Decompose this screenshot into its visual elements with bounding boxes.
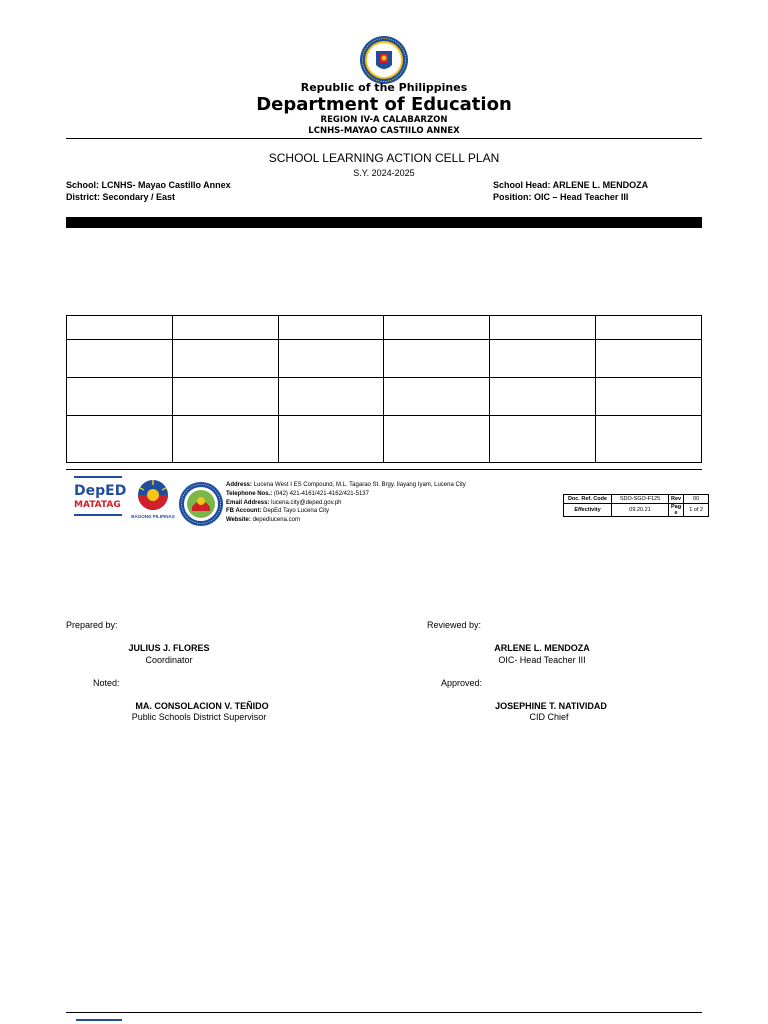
- school-year: S.Y. 2024-2025: [353, 168, 415, 178]
- table-cell: [278, 416, 384, 463]
- department-heading: Department of Education: [256, 94, 512, 115]
- table-row: [67, 340, 702, 378]
- table-row: [67, 378, 702, 416]
- table-cell: [596, 340, 702, 378]
- table-cell: [278, 378, 384, 416]
- approved-role: CID Chief: [529, 712, 569, 722]
- table-cell: [384, 378, 490, 416]
- table-cell: [67, 378, 173, 416]
- deped-logo-text: DepED: [74, 483, 127, 499]
- effectivity-label: Effectivity: [564, 504, 612, 517]
- page-label: Pag e: [669, 504, 684, 517]
- table-cell: [384, 340, 490, 378]
- noted-label: Noted:: [93, 678, 120, 688]
- prepared-by-label: Prepared by:: [66, 620, 118, 630]
- table-cell: [67, 340, 173, 378]
- table-cell: [490, 378, 596, 416]
- table-cell: [596, 316, 702, 340]
- reviewed-by-role: OIC- Head Teacher III: [498, 655, 586, 665]
- website-line: Website: depedlucena.com: [226, 517, 300, 524]
- doc-ref-table: [563, 494, 709, 517]
- footer-contact: [226, 481, 466, 525]
- header-divider: [66, 138, 702, 139]
- table-cell: [278, 316, 384, 340]
- next-page-logo-edge: [76, 1019, 122, 1021]
- school-info: School: LCNHS- Mayao Castillo Annex: [66, 180, 231, 190]
- address-line: Address: Lucena West I ES Compound, M.L. Tagarao St. Brgy. Ilayang Iyam, Lucena City: [226, 482, 466, 488]
- region-heading: REGION IV-A CALABARZON: [320, 115, 448, 125]
- prepared-by-role: Coordinator: [145, 655, 193, 665]
- approved-label: Approved:: [441, 678, 483, 688]
- noted-role: Public Schools District Supervisor: [131, 712, 267, 722]
- table-cell: [172, 316, 278, 340]
- table-cell: [490, 316, 596, 340]
- noted-name: MA. CONSOLACION V. TEÑIDO: [135, 701, 269, 711]
- table-header-row: [67, 316, 702, 340]
- doc-ref-value: SDO-SGO-F125: [612, 495, 669, 504]
- footer-divider: [66, 469, 702, 470]
- table-row: [67, 416, 702, 463]
- school-annex-heading: LCNHS-MAYAO CASTIILO ANNEX: [308, 126, 460, 136]
- rev-label: Rev: [669, 495, 684, 504]
- fb-line: FB Account: DepEd Tayo Lucena City: [226, 508, 330, 515]
- matatag-logo-text: MATATAG: [74, 500, 121, 510]
- district-info: District: Secondary / East: [66, 192, 176, 202]
- document-title: SCHOOL LEARNING ACTION CELL PLAN: [268, 151, 500, 165]
- page-value: 1 of 2: [684, 504, 709, 517]
- reviewed-by-label: Reviewed by:: [427, 620, 482, 630]
- table-cell: [490, 416, 596, 463]
- table-cell: [384, 316, 490, 340]
- position-info: Position: OIC – Head Teacher III: [493, 192, 629, 202]
- deped-seal-icon: [359, 35, 409, 85]
- plan-table: [66, 315, 702, 463]
- table-cell: [384, 416, 490, 463]
- bottom-divider: [66, 1012, 702, 1013]
- effectivity-value: 09.20.21: [612, 504, 669, 517]
- table-cell: [67, 316, 173, 340]
- prepared-by-name: JULIUS J. FLORES: [128, 643, 210, 653]
- table-cell: [596, 378, 702, 416]
- table-cell: [172, 340, 278, 378]
- reviewed-by-name: ARLENE L. MENDOZA: [494, 643, 590, 653]
- table-cell: [67, 416, 173, 463]
- rev-value: 00: [684, 495, 709, 504]
- table-cell: [172, 378, 278, 416]
- telephone-line: Telephone Nos.: (042) 421-4161/421-4162/421-5137: [226, 490, 369, 497]
- approved-name: JOSEPHINE T. NATIVIDAD: [495, 701, 607, 711]
- email-line: Email Address: lucena.city@deped.gov.ph: [226, 499, 342, 506]
- section-bar: [66, 217, 702, 228]
- table-cell: [278, 340, 384, 378]
- sdo-lucena-seal-icon: [178, 481, 224, 527]
- table-cell: [596, 416, 702, 463]
- republic-heading: Republic of the Philippines: [300, 81, 468, 94]
- table-cell: [490, 340, 596, 378]
- bagong-pilipinas-text: BAGONG PILIPINAS: [131, 514, 175, 519]
- table-cell: [172, 416, 278, 463]
- doc-ref-label: Doc. Ref. Code: [564, 495, 612, 504]
- school-head-info: School Head: ARLENE L. MENDOZA: [493, 180, 649, 190]
- deped-matatag-logo: [74, 476, 127, 522]
